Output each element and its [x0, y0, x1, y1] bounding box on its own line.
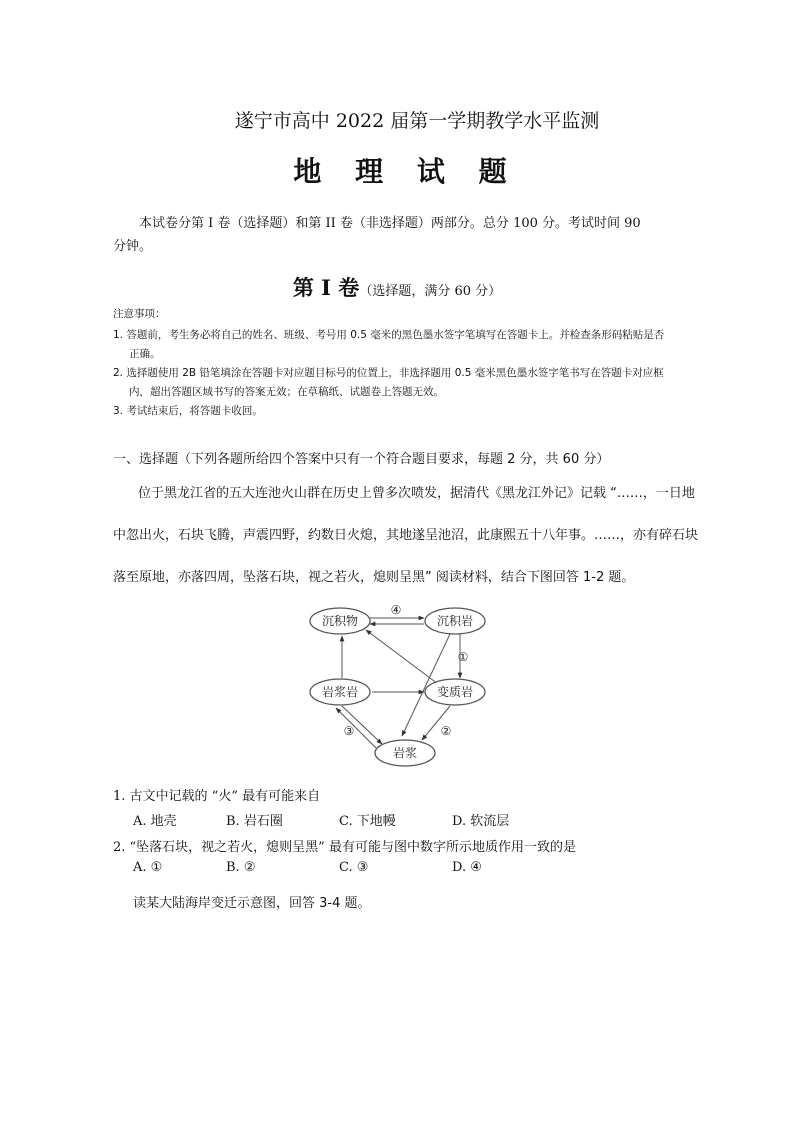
- question-1-option-b: B. 岩石圈: [226, 814, 283, 829]
- passage-line: 中忽出火，石块飞腾，声震四野，约数日火熄，其地遂呈池沼，此康熙五十八年事。……，亦有碎石块: [113, 528, 699, 543]
- question-2-option-d: D. ④: [452, 860, 482, 875]
- volume-title-sub: （选择题，满分 60 分）: [359, 284, 502, 299]
- question-1-option-a: A. 地壳: [133, 814, 177, 829]
- question-2-option-c: C. ③: [339, 860, 369, 875]
- rock-cycle-diagram: [300, 600, 500, 772]
- question-2-option-a: A. ①: [133, 860, 163, 875]
- label-4: ④: [390, 603, 402, 617]
- label-3: ③: [343, 724, 355, 738]
- notes-item: 1. 答题前，考生务必将自己的姓名、班级、考号用 0.5 毫米的黑色墨水签字笔填写在答题卡上。并检查条形码粘贴是否: [113, 329, 665, 341]
- node-metamorphic-rock: 变质岩: [436, 685, 474, 699]
- arrow-metamorphic-to-sediment: [366, 630, 438, 684]
- map-instruction: 读某大陆海岸变迁示意图，回答 3-4 题。: [133, 896, 371, 911]
- question-1-option-d: D. 软流层: [452, 814, 510, 829]
- exam-header: 遂宁市高中 2022 届第一学期教学水平监测: [234, 110, 600, 132]
- notes-item: 2. 选择题使用 2B 铅笔填涂在答题卡对应题目标号的位置上，非选择题用 0.5 毫米黑色墨水签字笔书写在答题卡对应框: [113, 367, 664, 379]
- node-magma: 岩浆: [392, 746, 418, 760]
- node-sediment: 沉积物: [321, 614, 359, 628]
- notes-item: 3. 考试结束后，将答题卡收回。: [113, 405, 263, 417]
- label-1: ①: [457, 650, 469, 664]
- node-igneous-rock: 岩浆岩: [321, 685, 359, 699]
- node-sedimentary-rock: 沉积岩: [436, 614, 474, 628]
- subject-title: 地 理 试 题: [293, 155, 519, 188]
- passage-line: 位于黑龙江省的五大连池火山群在历史上曾多次喷发，据清代《黑龙江外记》记载 “……，一日地: [138, 486, 695, 501]
- intro-line-2: 分钟。: [113, 239, 153, 254]
- question-2-option-b: B. ②: [226, 860, 256, 875]
- passage-line: 落至原地，亦落四周，坠落石块，视之若火，熄则呈黑” 阅读材料，结合下图回答 1-2 题。: [113, 570, 635, 585]
- volume-title: [0, 272, 794, 302]
- arrow-magma-to-igneous: [336, 708, 376, 748]
- question-1-option-c: C. 下地幔: [339, 814, 396, 829]
- question-1-stem: 1. 古文中记载的 “火” 最有可能来自: [113, 789, 321, 804]
- intro-line-1: 本试卷分第 I 卷（选择题）和第 II 卷（非选择题）两部分。总分 100 分。考试时间 90: [139, 216, 641, 231]
- notes-item: 正确。: [129, 348, 161, 360]
- question-2-stem: 2. “坠落石块，视之若火，熄则呈黑” 最有可能与图中数字所示地质作用一致的是: [113, 840, 576, 855]
- volume-title-main: 第 Ⅰ 卷: [292, 275, 360, 300]
- notes-item: 内，超出答题区域书写的答案无效；在草稿纸、试题卷上答题无效。: [129, 386, 444, 398]
- section-heading: 一、选择题（下列各题所给四个答案中只有一个符合题目要求，每题 2 分，共 60 分）: [113, 452, 610, 467]
- notes-heading: 注意事项：: [113, 308, 166, 320]
- label-2: ②: [440, 724, 452, 738]
